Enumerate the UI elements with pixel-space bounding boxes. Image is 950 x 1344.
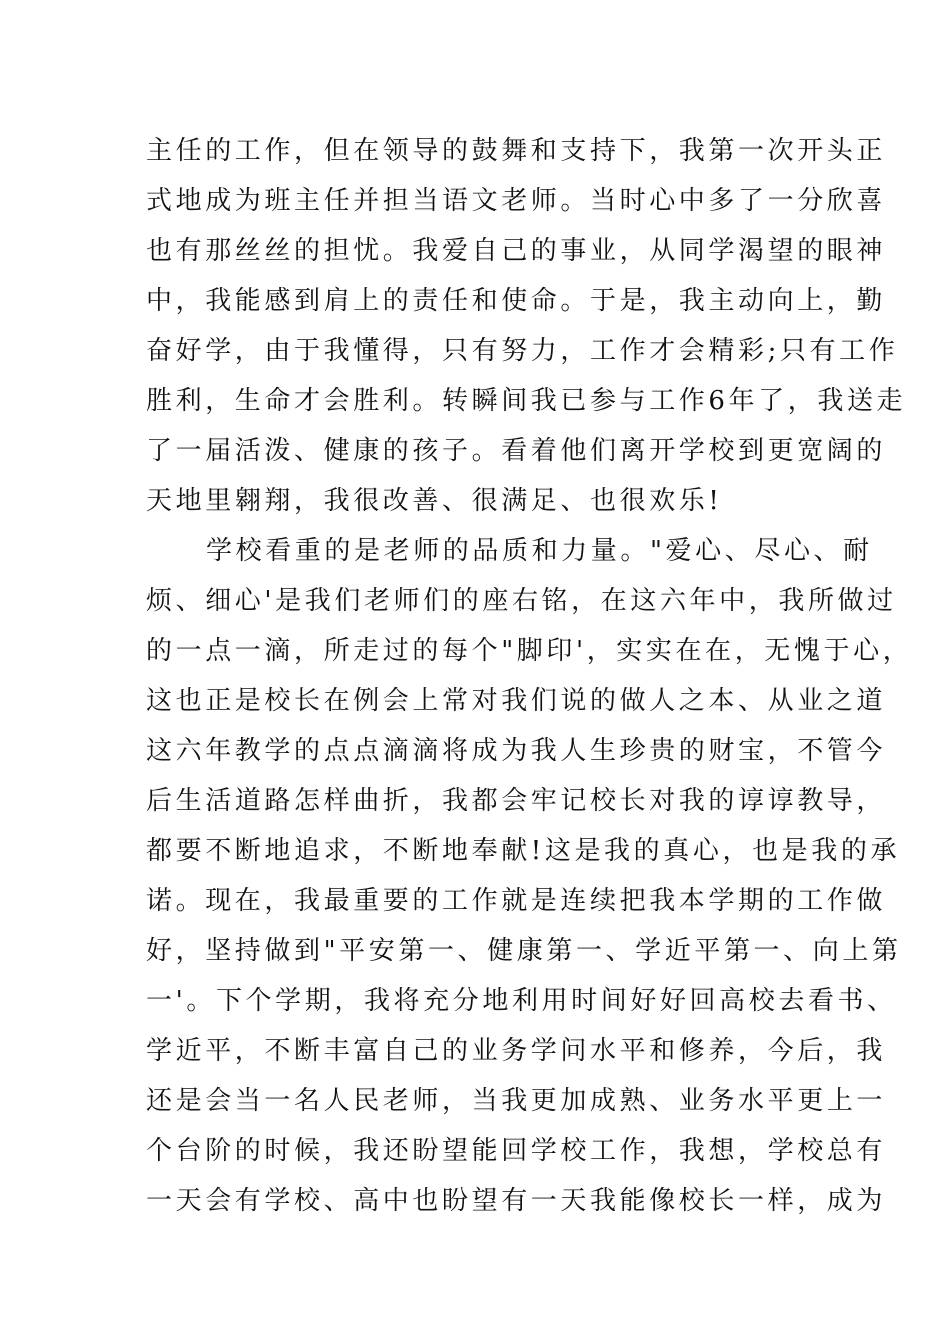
text-line: 诺。现在，我最重要的工作就是连续把我本学期的工作做 — [146, 886, 887, 916]
body-text — [146, 126, 913, 1226]
text-line: 一'。下个学期，我将充分地利用时间好好回高校去看书、 — [146, 986, 897, 1016]
text-line: 天地里翱翔，我很改善、很满足、也很欢乐! — [146, 486, 723, 516]
text-line: 个台阶的时候，我还盼望能回学校工作，我想，学校总有 — [146, 1136, 887, 1166]
text-line: 这也正是校长在例会上常对我们说的做人之本、从业之道 — [146, 686, 887, 716]
text-line: 式地成为班主任并担当语文老师。当时心中多了一分欣喜 — [146, 186, 887, 216]
text-line: 好，坚持做到"平安第一、健康第一、学近平第一、向上第 — [146, 936, 902, 966]
text-line: 这六年教学的点点滴滴将成为我人生珍贵的财宝，不管今 — [146, 736, 887, 766]
text-line: 还是会当一名人民老师，当我更加成熟、业务水平更上一 — [146, 1086, 887, 1116]
text-line: 也有那丝丝的担忧。我爱自己的事业，从同学渴望的眼神 — [146, 236, 887, 266]
text-line: 的一点一滴，所走过的每个"脚印'，实实在在，无愧于心， — [146, 636, 913, 666]
text-line: 一天会有学校、高中也盼望有一天我能像校长一样，成为 — [146, 1186, 887, 1216]
text-line: 后生活道路怎样曲折，我都会牢记校长对我的谆谆教导， — [146, 786, 887, 816]
text-line: 都要不断地追求，不断地奉献!这是我的真心，也是我的承 — [146, 836, 901, 866]
text-line: 学近平，不断丰富自己的业务学问水平和修养，今后，我 — [146, 1036, 887, 1066]
paragraph-start-line: 学校看重的是老师的品质和力量。"爱心、尽心、耐 — [206, 536, 873, 566]
text-line: 奋好学，由于我懂得，只有努力，工作才会精彩;只有工作 — [146, 336, 899, 366]
text-line: 中，我能感到肩上的责任和使命。于是，我主动向上，勤 — [146, 286, 887, 316]
text-line: 主任的工作，但在领导的鼓舞和支持下，我第一次开头正 — [146, 136, 887, 166]
text-line: 烦、细心'是我们老师们的座右铭，在这六年中，我所做过 — [146, 586, 897, 616]
text-line: 了一届活泼、健康的孩子。看着他们离开学校到更宽阔的 — [146, 436, 887, 466]
text-line: 胜利，生命才会胜利。转瞬间我已参与工作6年了，我送走 — [146, 386, 907, 416]
